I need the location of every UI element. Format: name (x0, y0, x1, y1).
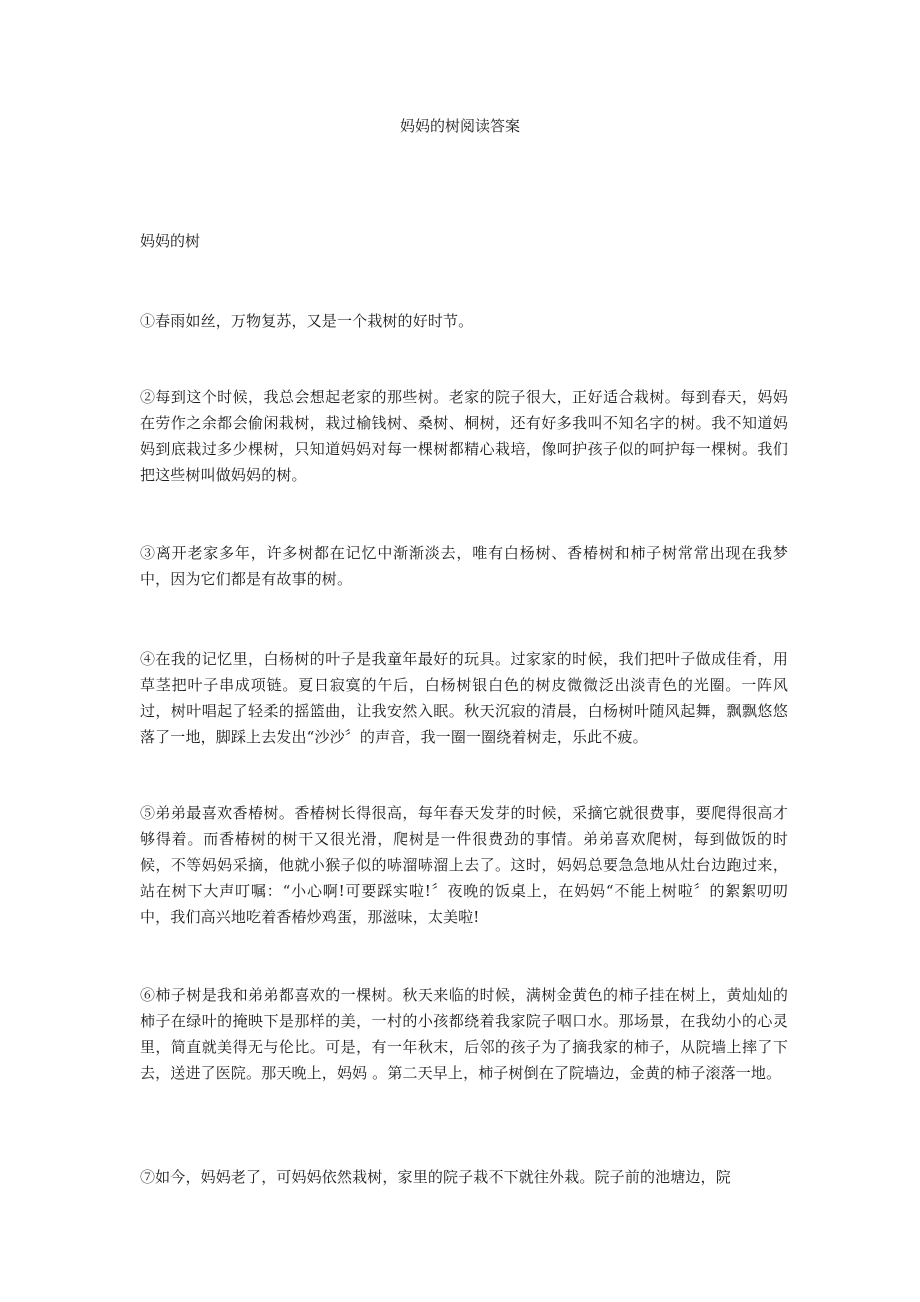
paragraph-3: ③离开老家多年，许多树都在记忆中渐渐淡去，唯有白杨树、香椿树和柿子树常常出现在我梦中，因为它们都是有故事的树。 (140, 544, 788, 588)
article-title: 妈妈的树 (140, 232, 201, 250)
paragraph-7: ⑦如今，妈妈老了，可妈妈依然栽树，家里的院子栽不下就往外栽。院子前的池塘边，院 (140, 1168, 731, 1186)
paragraph-1: ①春雨如丝，万物复苏，又是一个栽树的好时节。 (140, 312, 474, 330)
paragraph-4: ④在我的记忆里，白杨树的叶子是我童年最好的玩具。过家家的时候，我们把叶子做成佳肴，用草茎把叶子串成项链。夏日寂寞的午后，白杨树银白色的树皮微微泛出淡青色的光圈。一阵风过，树叶唱起了轻柔的摇篮曲，让我安然入眠。秋天沉寂的清晨，白杨树叶随风起舞，飘飘悠悠落了一地，脚踩上去发出“沙沙〞的声音，我一圈一圈绕着树走，乐此不疲。 (140, 650, 788, 746)
document-title: 妈妈的树阅读答案 (399, 117, 520, 135)
paragraph-2: ②每到这个时候，我总会想起老家的那些树。老家的院子很大，正好适合栽树。每到春天，妈妈在劳作之余都会偷闲栽树，栽过榆钱树、桑树、桐树，还有好多我叫不知名字的树。我不知道妈妈到底栽过多少棵树，只知道妈妈对每一棵树都精心栽培，像呵护孩子似的呵护每一棵树。我们把这些树叫做妈妈的树。 (140, 388, 788, 484)
paragraph-6: ⑥柿子树是我和弟弟都喜欢的一棵树。秋天来临的时候，满树金黄色的柿子挂在树上，黄灿灿的柿子在绿叶的掩映下是那样的美，一村的小孩都绕着我家院子咽口水。那场景，在我幼小的心灵里，简直就美得无与伦比。可是，有一年秋末，后邻的孩子为了摘我家的柿子，从院墙上摔了下去，送进了医院。那天晚上，妈妈 。第二天早上，柿子树倒在了院墙边，金黄的柿子滚落一地。 (140, 986, 788, 1082)
paragraph-5: ⑤弟弟最喜欢香椿树。香椿树长得很高，每年春天发芽的时候，采摘它就很费事，要爬得很高才够得着。而香椿树的树干又很光滑，爬树是一件很费劲的事情。弟弟喜欢爬树，每到做饭的时候，不等妈妈采摘，他就小猴子似的哧溜哧溜上去了。这时，妈妈总要急急地从灶台边跑过来，站在树下大声叮嘱：“小心啊!可要踩实啦!〞夜晚的饭桌上，在妈妈“不能上树啦〞的絮絮叨叨中，我们高兴地吃着香椿炒鸡蛋，那滋味，太美啦! (140, 804, 788, 926)
